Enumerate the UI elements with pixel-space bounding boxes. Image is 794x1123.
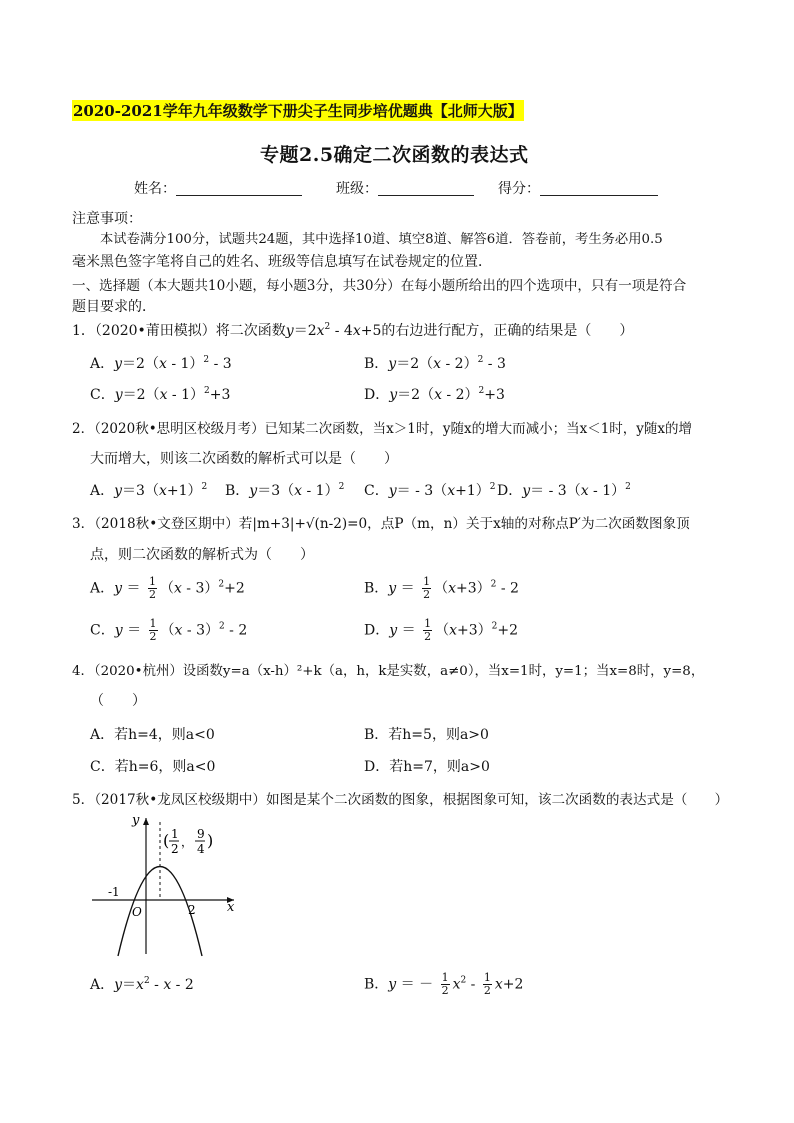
- q1-suffix: 的右边进行配方，正确的结果是（ ）: [381, 323, 634, 339]
- vertex-paren-open: (: [163, 831, 170, 850]
- q3-option-d[interactable]: D．y ＝ $\frac{1}{2}$ $(x+3)^2+2$: [364, 617, 518, 643]
- y-axis-label: y: [132, 813, 140, 828]
- q3-option-a[interactable]: A．y ＝ $\frac{1}{2}$ （x - 3）$^2$+2: [90, 575, 245, 601]
- q4-option-c[interactable]: C．若h=6，则a<0: [90, 759, 216, 775]
- notes-line-1: 本试卷满分100分，试题共24题，其中选择10道、填空8道、解答6道．答卷前，考生务必用0.5: [100, 232, 663, 247]
- notes-heading: 注意事项：: [72, 211, 142, 227]
- vertex-y-numerator: 9: [197, 827, 205, 841]
- question-2-line-2: 大而增大，则该二次函数的解析式可以是（ ）: [90, 451, 398, 467]
- q1-option-c[interactable]: C．y＝2（x - 1）$^2$+3: [90, 386, 231, 403]
- q1-option-d[interactable]: D．y＝2（x - 2）$^2$+3: [364, 386, 505, 403]
- parabola-graph: [88, 808, 248, 958]
- q2-option-d[interactable]: D．y＝ - 3（x - 1）$^2$: [497, 482, 631, 499]
- name-field[interactable]: [134, 178, 302, 198]
- question-2-line-1: 2．（2020秋•思明区校级月考）已知某二次函数，当x＞1时，y随x的增大而减小；当x＜1时，y随x的增: [72, 421, 693, 437]
- question-3-line-1: 3．（2018秋•文登区期中）若|m+3|+√(n-2)=0，点P（m，n）关于x轴的对称点P′为二次函数图象顶: [72, 516, 690, 532]
- series-banner: 2020-2021学年九年级数学下册尖子生同步培优题典【北师大版】: [73, 102, 523, 120]
- q3-option-b[interactable]: B．y ＝ $\frac{1}{2}$ $(x+3)^2 - 2$: [364, 575, 519, 601]
- name-label: 姓名：: [134, 181, 176, 197]
- class-field[interactable]: [336, 178, 474, 198]
- question-4-line-2: （ ）: [90, 693, 146, 709]
- vertex-paren-close: ): [207, 831, 214, 850]
- score-blank[interactable]: [540, 181, 658, 196]
- question-5-stem: 5．（2017秋•龙凤区校级期中）如图是某个二次函数的图象，根据图象可知，该二次函数的表达式是（ ）: [72, 792, 729, 808]
- class-label: 班级：: [336, 181, 378, 197]
- vertex-comma: ，: [181, 835, 194, 849]
- name-blank[interactable]: [176, 181, 302, 196]
- x-axis-label: x: [227, 900, 235, 915]
- section-line-2: 题目要求的．: [72, 299, 156, 315]
- notes-line-2: 毫米黑色签字笔将自己的姓名、班级等信息填写在试卷规定的位置．: [72, 254, 492, 270]
- q4-option-a[interactable]: A．若h=4，则a<0: [90, 727, 215, 743]
- q1-option-b[interactable]: B．y＝2（x - 2）$^2$ - 3: [364, 355, 506, 372]
- y-axis-arrow: [143, 818, 149, 825]
- vertex-x-denominator: 2: [171, 842, 179, 856]
- vertex-y-denominator: 4: [197, 842, 205, 856]
- question-1-stem: 1．（2020•莆田模拟）将二次函数$y=2x^2 - 4x+5$的右边进行配方，正确的结果是（ ）: [72, 322, 634, 339]
- class-blank[interactable]: [378, 181, 474, 196]
- q3-option-c[interactable]: C．y ＝ $\frac{1}{2}$ （x - 3）$^2$ - 2: [90, 617, 248, 643]
- q4-option-b[interactable]: B．若h=5，则a>0: [364, 727, 489, 743]
- score-field[interactable]: [498, 178, 658, 198]
- q1-option-a[interactable]: A．y＝2（x - 1）$^2$ - 3: [90, 355, 232, 372]
- section-line-1: 一、选择题（本大题共10小题，每小题3分，共30分）在每小题所给出的四个选项中，只有一项是符合: [72, 278, 687, 294]
- q2-option-b[interactable]: B．y＝3（x - 1）$^2$: [225, 482, 345, 499]
- neg-one-label: -1: [108, 885, 120, 899]
- q1-prefix: 1．（2020•莆田模拟）将二次函数: [72, 323, 286, 339]
- score-label: 得分：: [498, 181, 540, 197]
- two-label: 2: [188, 903, 196, 917]
- page-title: 专题2.5确定二次函数的表达式: [260, 144, 529, 166]
- q2-option-c[interactable]: C．$y= - 3(x+1)^2$: [364, 482, 496, 499]
- vertex-x-numerator: 1: [171, 827, 179, 841]
- q2-option-a[interactable]: A．$y=3(x+1)^2$: [90, 482, 208, 499]
- q1-function: y: [285, 323, 294, 339]
- question-4-line-1: 4．（2020•杭州）设函数y=a（x-h）²+k（a，h，k是实数，a≠0），当x=1时，y=1；当x=8时，y=8，: [72, 664, 705, 679]
- q5-option-a[interactable]: A．$y=x^2 - x - 2$: [90, 976, 194, 993]
- vertex-label: [163, 827, 213, 856]
- q4-option-d[interactable]: D．若h=7，则a>0: [364, 759, 490, 775]
- origin-label: O: [132, 905, 142, 919]
- question-3-line-2: 点，则二次函数的解析式为（ ）: [90, 547, 314, 563]
- q5-option-b[interactable]: B．y ＝ － $\frac{1}{2}$ $x^2$ - $\frac{1}{2}$ x+2: [364, 971, 524, 997]
